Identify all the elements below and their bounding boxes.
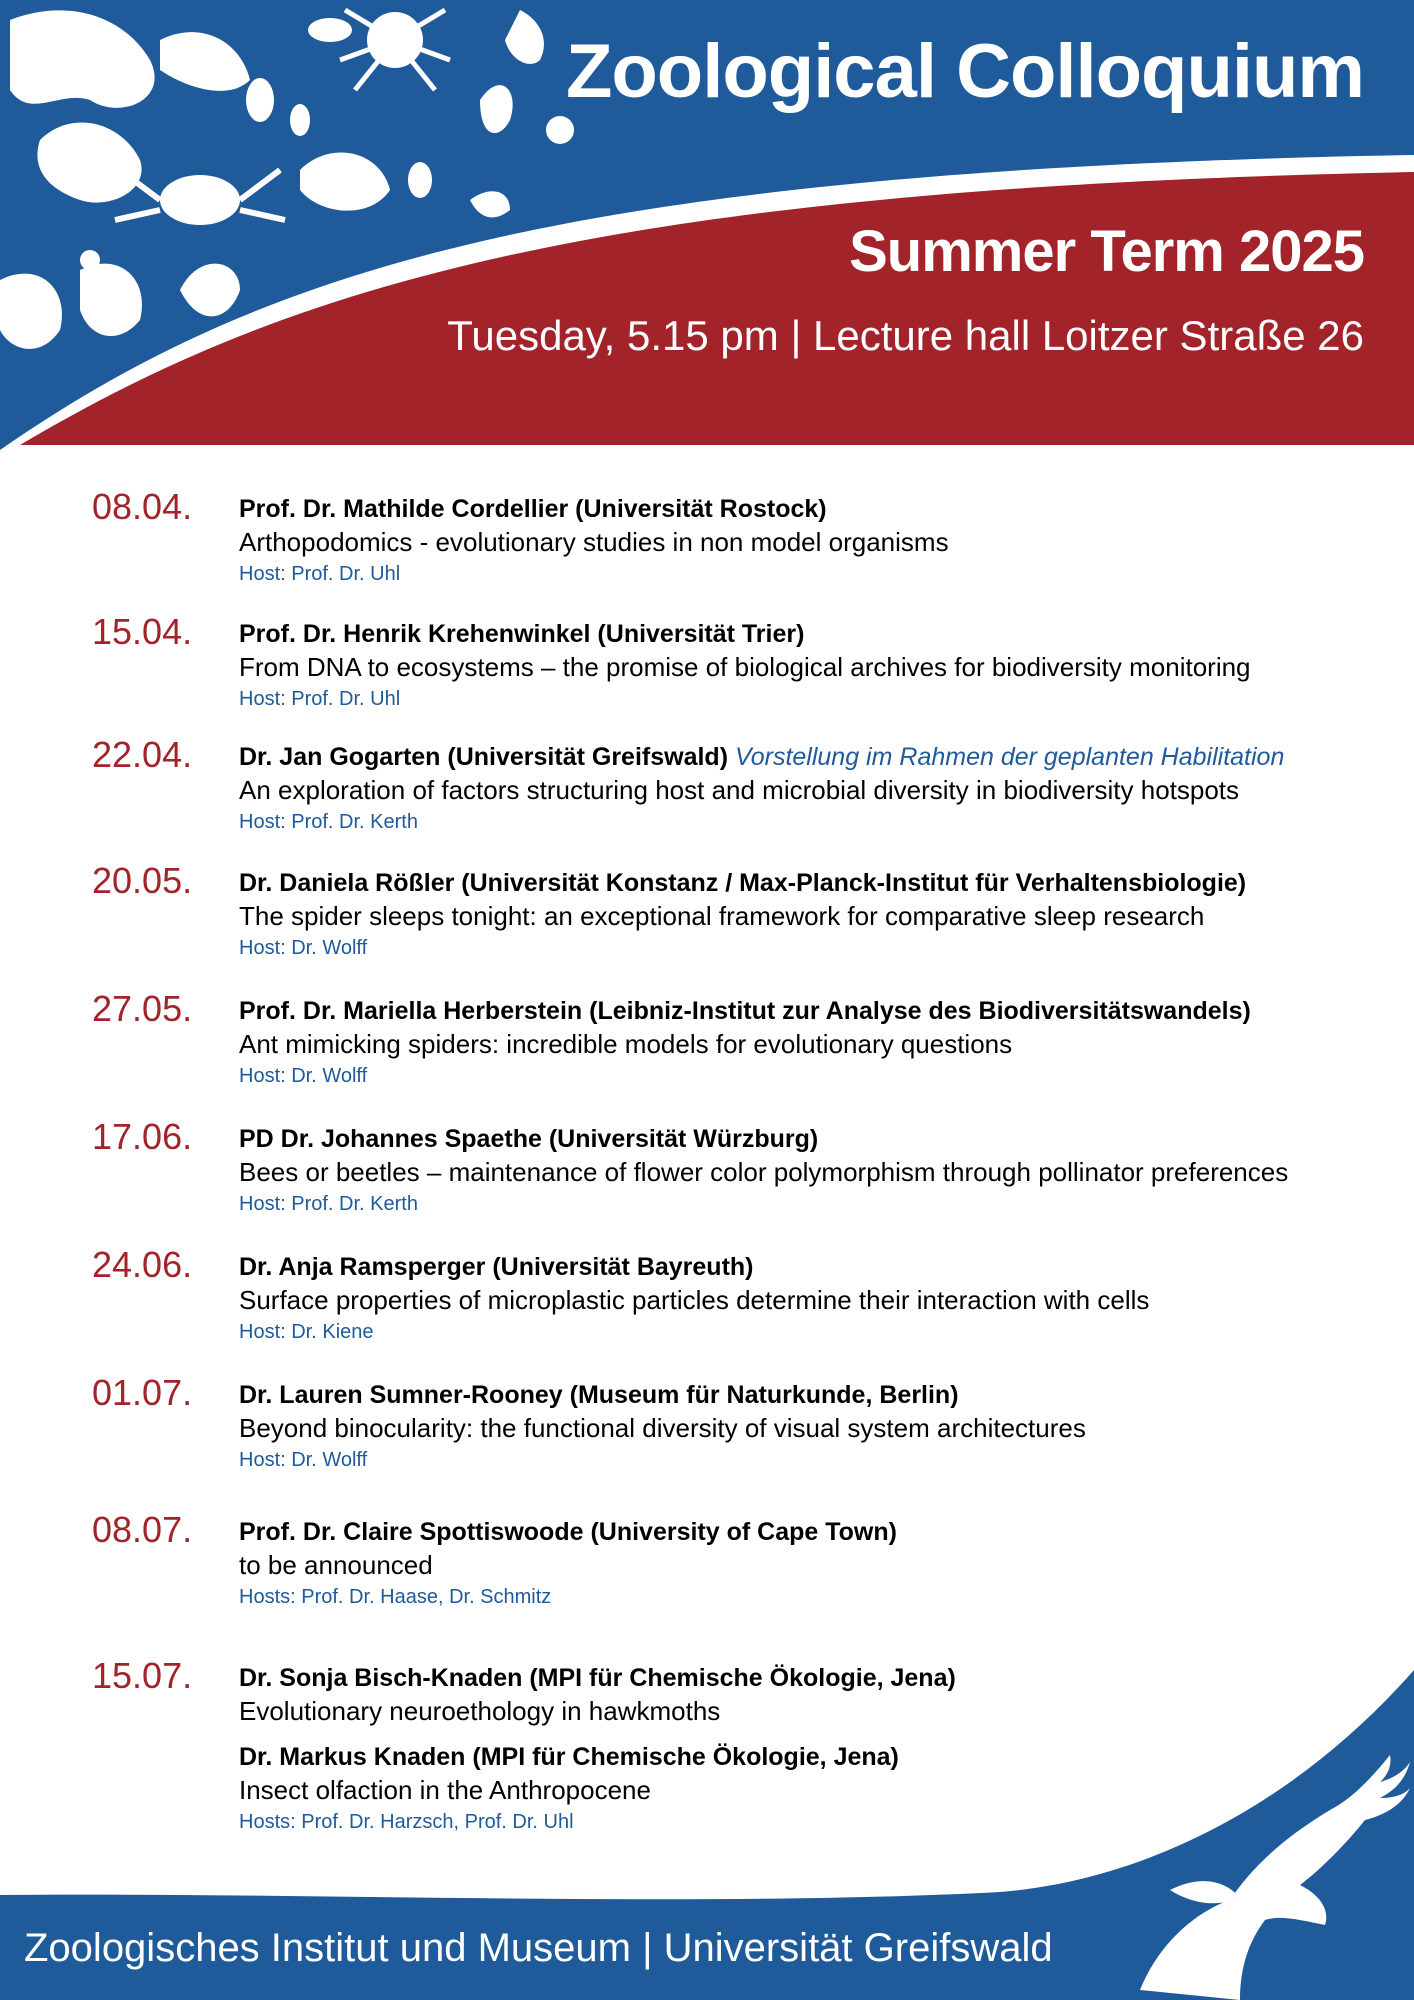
speaker-name: Prof. Dr. Mathilde Cordellier (Universität Rostock) <box>239 495 827 523</box>
speaker-name: Dr. Daniela Rößler (Universität Konstanz / Max-Planck-Institut für Verhaltensbiologie) <box>239 869 1247 897</box>
footer-institution: Zoologisches Institut und Museum | Universität Greifswald <box>24 1926 1053 1970</box>
term-title: Summer Term 2025 <box>849 219 1364 284</box>
speaker-line <box>239 740 1359 774</box>
speaker-name: Prof. Dr. Henrik Krehenwinkel (Universität Trier) <box>239 620 805 648</box>
talk-title: Arthopodomics - evolutionary studies in non model organisms <box>239 527 949 557</box>
talk-date: 24.06. <box>92 1244 193 1285</box>
talk-title: Beyond binocularity: the functional diversity of visual system architectures <box>239 1413 1086 1443</box>
talk-date: 08.04. <box>92 486 193 527</box>
speaker-name: Dr. Sonja Bisch-Knaden (MPI für Chemische Ökologie, Jena) <box>239 1664 956 1692</box>
talk-title: Bees or beetles – maintenance of flower color polymorphism through pollinator preferences <box>239 1157 1289 1187</box>
speaker-name: Dr. Anja Ramsperger (Universität Bayreuth) <box>239 1253 754 1281</box>
talk-date: 17.06. <box>92 1116 193 1157</box>
host-name: Host: Prof. Dr. Uhl <box>239 688 401 710</box>
habilitation-note: Vorstellung im Rahmen der geplanten Habilitation <box>734 743 1285 771</box>
talk-title: to be announced <box>239 1550 433 1580</box>
talk-title: An exploration of factors structuring host and microbial diversity in biodiversity hotspots <box>239 775 1240 805</box>
talk-date: 22.04. <box>92 734 193 775</box>
talk-title: Evolutionary neuroethology in hawkmoths <box>239 1696 721 1726</box>
host-name: Host: Prof. Dr. Uhl <box>239 563 401 585</box>
talk-date: 01.07. <box>92 1372 193 1413</box>
talk-title: The spider sleeps tonight: an exceptional framework for comparative sleep research <box>239 901 1205 931</box>
speaker-name-second: Dr. Markus Knaden (MPI für Chemische Ökologie, Jena) <box>239 1743 899 1771</box>
host-name: Host: Prof. Dr. Kerth <box>239 811 418 833</box>
schedule-info: Tuesday, 5.15 pm | Lecture hall Loitzer Straße 26 <box>447 312 1364 359</box>
host-name: Host: Dr. Wolff <box>239 1449 368 1471</box>
host-name: Hosts: Prof. Dr. Haase, Dr. Schmitz <box>239 1586 552 1608</box>
host-name: Host: Prof. Dr. Kerth <box>239 1193 418 1215</box>
speaker-name: Prof. Dr. Mariella Herberstein (Leibniz-Institut zur Analyse des Biodiversitätswandels) <box>239 997 1251 1025</box>
talk-title-second: Insect olfaction in the Anthropocene <box>239 1775 651 1805</box>
speaker-name: PD Dr. Johannes Spaethe (Universität Würzburg) <box>239 1125 819 1153</box>
talk-date: 15.04. <box>92 611 193 652</box>
talk-title: From DNA to ecosystems – the promise of biological archives for biodiversity monitoring <box>239 652 1251 682</box>
talk-title: Surface properties of microplastic particles determine their interaction with cells <box>239 1285 1150 1315</box>
talk-date: 27.05. <box>92 988 193 1029</box>
colloquium-title: Zoological Colloquium <box>565 29 1364 114</box>
talk-date: 15.07. <box>92 1655 193 1696</box>
talk-title: Ant mimicking spiders: incredible models for evolutionary questions <box>239 1029 1013 1059</box>
host-name: Host: Dr. Wolff <box>239 1065 368 1087</box>
speaker-name: Dr. Jan Gogarten (Universität Greifswald) <box>239 743 729 771</box>
speaker-name: Prof. Dr. Claire Spottiswoode (University of Cape Town) <box>239 1518 897 1546</box>
host-name: Host: Dr. Wolff <box>239 937 368 959</box>
host-name: Hosts: Prof. Dr. Harzsch, Prof. Dr. Uhl <box>239 1811 574 1833</box>
talk-date: 20.05. <box>92 860 193 901</box>
host-name: Host: Dr. Kiene <box>239 1321 374 1343</box>
talk-date: 08.07. <box>92 1509 193 1550</box>
speaker-name: Dr. Lauren Sumner-Rooney (Museum für Naturkunde, Berlin) <box>239 1381 959 1409</box>
